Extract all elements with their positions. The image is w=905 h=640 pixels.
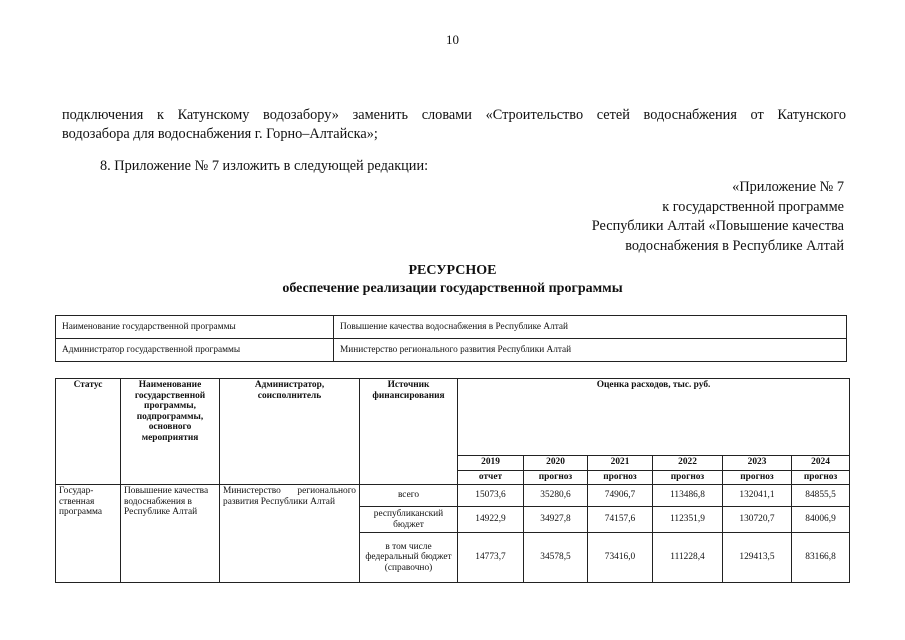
- year-cell: 2020: [524, 456, 588, 471]
- year-cell: 2021: [588, 456, 653, 471]
- header-source: Источник финансирования: [360, 379, 458, 485]
- value-cell: 83166,8: [792, 533, 850, 583]
- header-estimate: Оценка расходов, тыс. руб.: [458, 379, 850, 456]
- header-name: Наименование государственной программы, подпрограммы, основного мероприятия: [121, 379, 220, 485]
- value-cell: 84006,9: [792, 507, 850, 533]
- source-label: республиканский бюджет: [360, 507, 458, 533]
- table-row: [56, 316, 847, 339]
- info-value: Повышение качества водоснабжения в Республике Алтай: [334, 316, 847, 339]
- header-row: [56, 379, 850, 456]
- document-title: РЕСУРСНОЕ: [408, 263, 497, 278]
- value-cell: 112351,9: [653, 507, 723, 533]
- row-name: Повышение качества водоснабжения в Республике Алтай: [121, 485, 220, 583]
- value-cell: 132041,1: [723, 485, 792, 507]
- appendix-header: [592, 178, 844, 256]
- value-cell: 15073,6: [458, 485, 524, 507]
- header-status: Статус: [56, 379, 121, 485]
- value-cell: 35280,6: [524, 485, 588, 507]
- year-type-cell: отчет: [458, 471, 524, 485]
- year-type-cell: прогноз: [588, 471, 653, 485]
- year-type-cell: прогноз: [792, 471, 850, 485]
- value-cell: 74157,6: [588, 507, 653, 533]
- year-cell: 2022: [653, 456, 723, 471]
- year-type-cell: прогноз: [723, 471, 792, 485]
- value-cell: 130720,7: [723, 507, 792, 533]
- value-cell: 34927,8: [524, 507, 588, 533]
- value-cell: 34578,5: [524, 533, 588, 583]
- value-cell: 111228,4: [653, 533, 723, 583]
- amendment-line-2: водозабора для водоснабжения г. Горно–Алтайска»;: [62, 126, 378, 142]
- resource-table: [55, 378, 850, 583]
- value-cell: 113486,8: [653, 485, 723, 507]
- appendix-line-3: Республики Алтай «Повышение качества: [591, 218, 844, 234]
- appendix-line-4: водоснабжения в Республике Алтай: [625, 237, 844, 254]
- source-label: в том числе федеральный бюджет (справочно): [360, 533, 458, 583]
- page-number: 10: [446, 32, 459, 47]
- table-row: [56, 339, 847, 362]
- source-label: всего: [360, 485, 458, 507]
- row-status: Государ-ственная программа: [56, 485, 121, 583]
- document-subtitle: обеспечение реализации государственной программы: [282, 281, 623, 296]
- year-cell: 2024: [792, 456, 850, 471]
- appendix-line-1: «Приложение № 7: [732, 179, 844, 195]
- appendix-line-2: к государственной программе: [662, 198, 844, 215]
- info-label: Администратор государственной программы: [56, 339, 334, 362]
- program-info-table: [55, 315, 847, 362]
- info-value: Министерство регионального развития Республики Алтай: [334, 339, 847, 362]
- value-cell: 129413,5: [723, 533, 792, 583]
- value-cell: 73416,0: [588, 533, 653, 583]
- value-cell: 84855,5: [792, 485, 850, 507]
- table-row: [56, 485, 850, 507]
- year-cell: 2023: [723, 456, 792, 471]
- info-label: Наименование государственной программы: [56, 316, 334, 339]
- item-8-paragraph: 8. Приложение № 7 изложить в следующей редакции:: [100, 158, 429, 174]
- row-admin: Министерство регионального развития Республики Алтай: [220, 485, 360, 583]
- value-cell: 74906,7: [588, 485, 653, 507]
- header-admin: Администратор, соисполнитель: [220, 379, 360, 485]
- value-cell: 14922,9: [458, 507, 524, 533]
- year-type-cell: прогноз: [653, 471, 723, 485]
- value-cell: 14773,7: [458, 533, 524, 583]
- year-type-cell: прогноз: [524, 471, 588, 485]
- amendment-line-1: подключения к Катунскому водозабору» заменить словами «Строительство сетей водоснабжения от Катунского: [62, 107, 846, 123]
- year-cell: 2019: [458, 456, 524, 471]
- amendment-paragraph: [62, 106, 846, 144]
